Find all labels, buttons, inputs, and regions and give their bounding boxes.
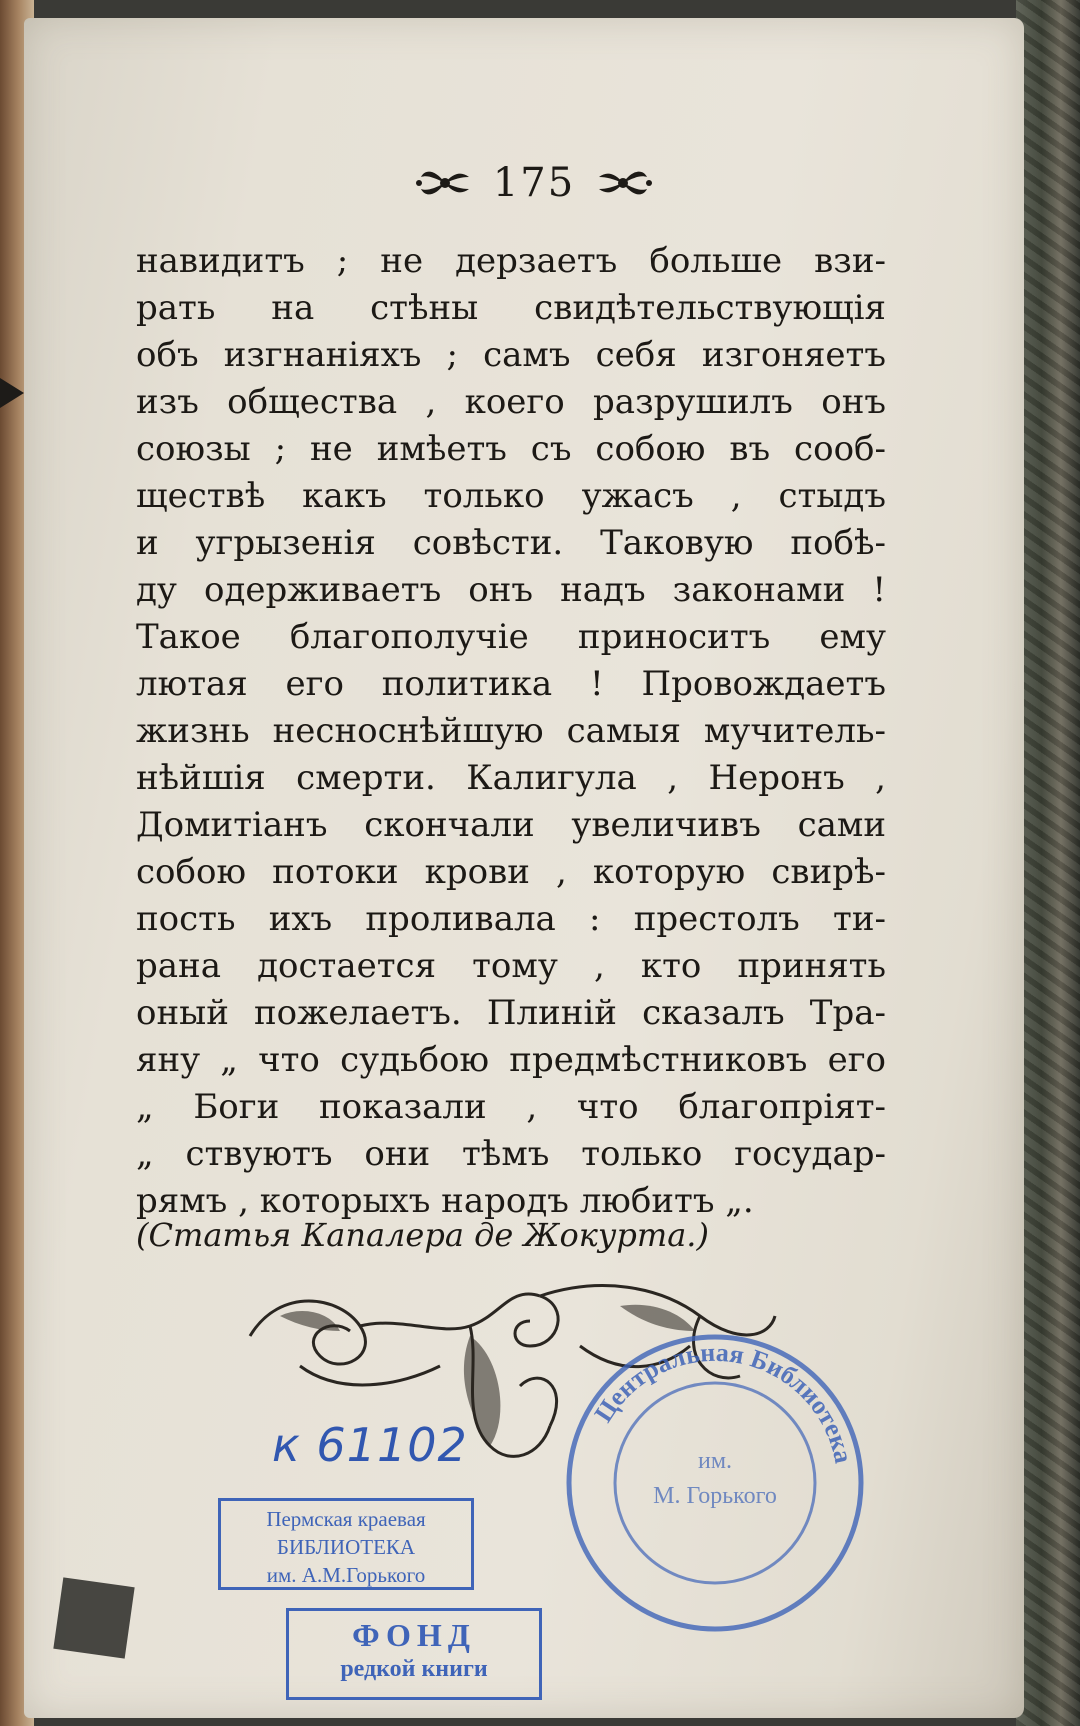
fund-stamp-title: ФОНД — [352, 1617, 476, 1653]
text-line: оный пожелаетъ. Плиній сказалъ Тра- — [136, 993, 886, 1033]
page-number: 175 — [492, 160, 576, 206]
round-library-seal-icon — [560, 1328, 870, 1638]
text-line: объ изгнаніяхъ ; самъ себя изгоняетъ — [136, 335, 886, 375]
book-page — [24, 18, 1024, 1718]
fleuron-right-icon — [593, 163, 653, 203]
library-stamp — [218, 1498, 474, 1590]
text-line: ществѣ какъ только ужасъ , стыдъ — [136, 476, 886, 516]
library-stamp-line: им. А.М.Горького — [266, 1563, 426, 1587]
tape-patch — [53, 1577, 134, 1658]
text-line: пость ихъ проливала : престолъ ти- — [136, 899, 886, 939]
text-line: Домитіанъ скончали увеличивъ сами — [136, 805, 886, 845]
citation: (Статья Капалера де Жокурта.) — [136, 1216, 709, 1254]
page-header — [384, 158, 684, 208]
handwritten-shelfmark: к 61102 — [272, 1418, 468, 1472]
text-line: союзы ; не имѣетъ съ собою въ сооб- — [136, 429, 886, 469]
fleuron-left-icon — [415, 163, 475, 203]
text-line: нѣйшія смерти. Калигула , Неронъ , — [136, 758, 886, 798]
book-cover-edge — [1016, 0, 1080, 1726]
text-line: собою потоки крови , которую свирѣ- — [136, 852, 886, 892]
text-line: „ Боги показали , что благопріят- — [136, 1087, 886, 1127]
text-line: рана достается тому , кто принять — [136, 946, 886, 986]
seal-outer-text: Центральная Библиотека — [588, 1337, 859, 1466]
body-text — [136, 238, 886, 1225]
library-stamp-line: БИБЛИОТЕКА — [276, 1535, 416, 1559]
text-line: Такое благополучіе приноситъ ему — [136, 617, 886, 657]
svg-text:Центральная Библиотека — [589, 1338, 859, 1466]
text-line: и угрызенія совѣсти. Таковую побѣ- — [136, 523, 886, 563]
rare-book-fund-stamp — [286, 1608, 542, 1700]
text-line: ду одерживаетъ онъ надъ законами ! — [136, 570, 886, 610]
text-line: „ ствуютъ они тѣмъ только государ- — [136, 1134, 886, 1174]
text-line: яну „ что судьбою предмѣстниковъ его — [136, 1040, 886, 1080]
seal-inner-text: М. Горького — [653, 1483, 777, 1509]
text-line: рямъ , которыхъ народъ любитъ „. — [136, 1181, 754, 1221]
text-line: рать на стѣны свидѣтельствующія — [136, 288, 886, 328]
text-line: навидитъ ; не дерзаетъ больше взи- — [136, 241, 886, 281]
library-stamp-line: Пермская краевая — [266, 1507, 426, 1531]
text-line: жизнь несноснѣйшую самыя мучитель- — [136, 711, 886, 751]
text-line: лютая его политика ! Провождаетъ — [136, 664, 886, 704]
fund-stamp-subtitle: редкой книги — [340, 1656, 488, 1682]
text-line: изъ общества , коего разрушилъ онъ — [136, 382, 886, 422]
seal-inner-text: им. — [697, 1448, 733, 1474]
